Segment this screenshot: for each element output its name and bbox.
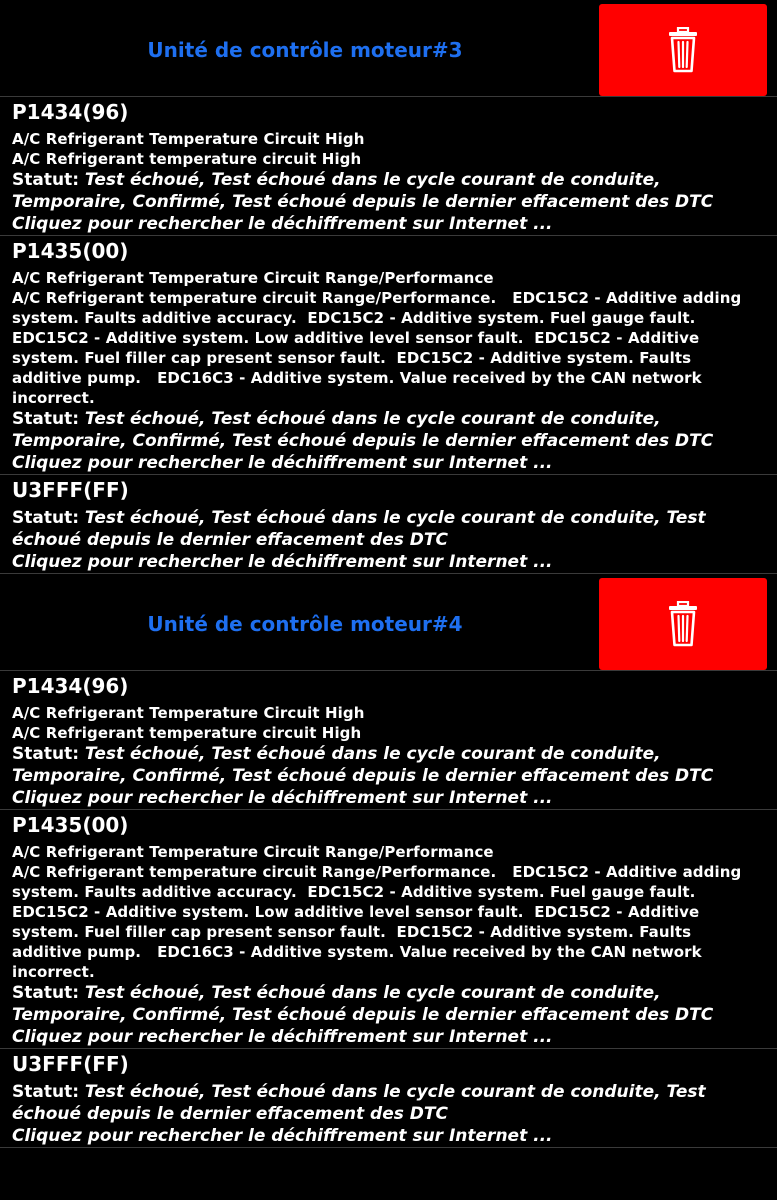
ecu-section: [0, 574, 777, 1148]
status-value: Test échoué, Test échoué dans le cycle courant de conduite, Temporaire, Confirmé, Test échoué depuis le dernier effacement des DTC: [12, 983, 714, 1025]
dtc-description: A/C Refrigerant temperature circuit High: [12, 150, 362, 168]
status-label: Statut:: [12, 983, 79, 1003]
dtc-entry: [0, 97, 777, 236]
status-label: Statut:: [12, 409, 79, 429]
dtc-entries: [0, 671, 777, 1148]
lookup-online-link[interactable]: Cliquez pour rechercher le déchiffrement sur Internet ...: [12, 1126, 553, 1146]
ecu-title: Unité de contrôle moteur#3: [147, 38, 463, 62]
status-value: Test échoué, Test échoué dans le cycle courant de conduite, Test échoué depuis le dernier effacement des DTC: [12, 508, 706, 550]
lookup-online-link[interactable]: Cliquez pour rechercher le déchiffrement sur Internet ...: [12, 453, 553, 473]
lookup-online-link[interactable]: Cliquez pour rechercher le déchiffrement sur Internet ...: [12, 552, 553, 572]
dtc-code: P1435(00): [12, 239, 129, 263]
dtc-entry: [0, 236, 777, 475]
dtc-descriptions: [12, 129, 765, 169]
dtc-status: [12, 507, 765, 551]
trash-icon: [668, 601, 698, 647]
status-label: Statut:: [12, 744, 79, 764]
lookup-online-link[interactable]: Cliquez pour rechercher le déchiffrement sur Internet ...: [12, 1027, 553, 1047]
dtc-entry: [0, 1049, 777, 1148]
status-value: Test échoué, Test échoué dans le cycle courant de conduite, Temporaire, Confirmé, Test échoué depuis le dernier effacement des DTC: [12, 744, 714, 786]
status-value: Test échoué, Test échoué dans le cycle courant de conduite, Temporaire, Confirmé, Test échoué depuis le dernier effacement des DTC: [12, 170, 714, 212]
dtc-description: A/C Refrigerant Temperature Circuit Range/Performance: [12, 843, 494, 861]
dtc-status: [12, 1081, 765, 1125]
lookup-online-link[interactable]: Cliquez pour rechercher le déchiffrement sur Internet ...: [12, 214, 553, 234]
trash-icon: [668, 27, 698, 73]
dtc-description: A/C Refrigerant temperature circuit High: [12, 724, 362, 742]
dtc-entry: [0, 475, 777, 574]
delete-ecu-button[interactable]: [599, 578, 767, 670]
delete-ecu-button[interactable]: [599, 4, 767, 96]
status-label: Statut:: [12, 170, 79, 190]
dtc-descriptions: [12, 842, 765, 982]
status-value: Test échoué, Test échoué dans le cycle courant de conduite, Temporaire, Confirmé, Test échoué depuis le dernier effacement des DTC: [12, 409, 714, 451]
dtc-description: A/C Refrigerant Temperature Circuit Range/Performance: [12, 269, 494, 287]
dtc-description: A/C Refrigerant temperature circuit Range/Performance. EDC15C2 - Additive adding system. Faults additive accuracy. EDC15C2 - Additive system. Fuel gauge fault. EDC15C2 - Additive system. Low additive level sensor fault. EDC15C2 - Additive system. Fuel filler cap present sensor fault. EDC15C2 - Additive system. Faults additive pump. EDC16C3 - Additive system. Value received by the CAN network incorrect.: [12, 863, 747, 981]
dtc-status: [12, 743, 765, 787]
lookup-online-link[interactable]: Cliquez pour rechercher le déchiffrement sur Internet ...: [12, 788, 553, 808]
dtc-status: [12, 169, 765, 213]
dtc-status: [12, 408, 765, 452]
status-label: Statut:: [12, 1082, 79, 1102]
dtc-code: U3FFF(FF): [12, 478, 129, 502]
dtc-code: U3FFF(FF): [12, 1052, 129, 1076]
dtc-code: P1434(96): [12, 100, 129, 124]
status-label: Statut:: [12, 508, 79, 528]
dtc-description: A/C Refrigerant Temperature Circuit High: [12, 130, 365, 148]
dtc-description: A/C Refrigerant Temperature Circuit High: [12, 704, 365, 722]
status-value: Test échoué, Test échoué dans le cycle courant de conduite, Test échoué depuis le dernier effacement des DTC: [12, 1082, 706, 1124]
dtc-entries: [0, 97, 777, 574]
dtc-entry: [0, 671, 777, 810]
dtc-description: A/C Refrigerant temperature circuit Range/Performance. EDC15C2 - Additive adding system. Faults additive accuracy. EDC15C2 - Additive system. Fuel gauge fault. EDC15C2 - Additive system. Low additive level sensor fault. EDC15C2 - Additive system. Fuel filler cap present sensor fault. EDC15C2 - Additive system. Faults additive pump. EDC16C3 - Additive system. Value received by the CAN network incorrect.: [12, 289, 747, 407]
dtc-descriptions: [12, 268, 765, 408]
dtc-entry: [0, 810, 777, 1049]
dtc-status: [12, 982, 765, 1026]
dtc-descriptions: [12, 703, 765, 743]
ecu-title: Unité de contrôle moteur#4: [147, 612, 463, 636]
ecu-header: [0, 574, 777, 671]
ecu-section: [0, 0, 777, 574]
ecu-header: [0, 0, 777, 97]
dtc-code: P1435(00): [12, 813, 129, 837]
dtc-code: P1434(96): [12, 674, 129, 698]
